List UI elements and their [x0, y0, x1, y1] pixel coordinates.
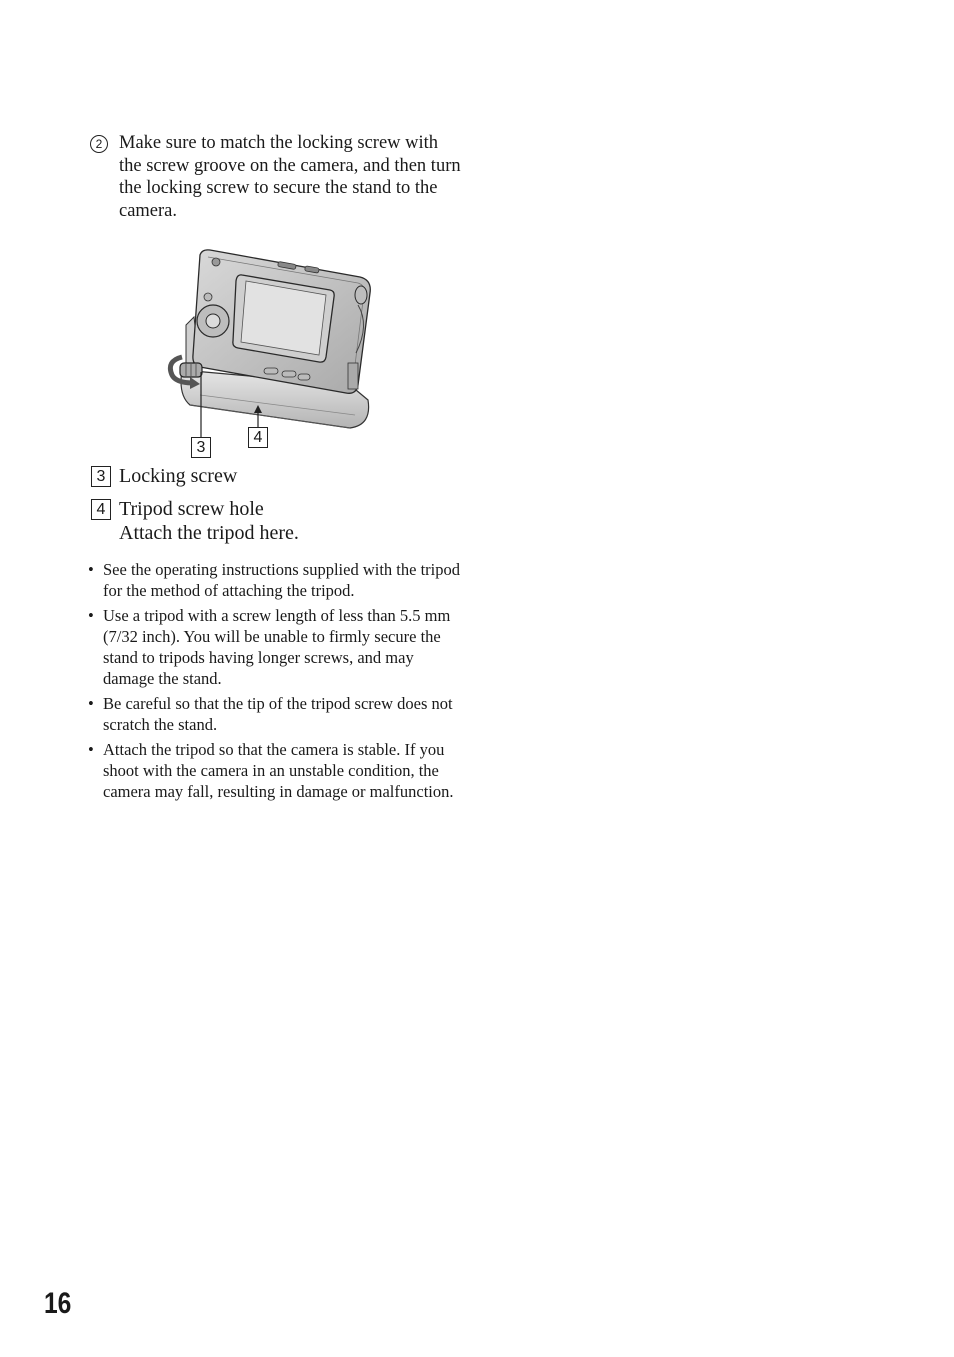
callout-3-label: 3 [191, 437, 211, 458]
callout-4-label: 4 [248, 427, 268, 448]
camera-on-stand-illustration [160, 245, 385, 465]
bullet-icon: • [88, 560, 94, 579]
bullet-icon: • [88, 740, 94, 759]
legend-number-box: 3 [91, 466, 111, 487]
notes-list [88, 559, 460, 806]
step-instruction-text: Make sure to match the locking screw with the screw groove on the camera, and then turn the locking screw to secure the stand to the camera. [119, 133, 461, 221]
note-item [88, 559, 460, 601]
legend-label: Tripod screw hole [119, 498, 264, 520]
legend-label: Locking screw [119, 465, 238, 487]
note-item [88, 693, 460, 735]
camera-stand-drawing [160, 245, 385, 465]
note-text: Attach the tripod so that the camera is stable. If you shoot with the camera in an unstable condition, the camera may fall, resulting in damage or malfunction. [103, 740, 454, 801]
note-item [88, 605, 460, 689]
step-number-badge: 2 [90, 135, 108, 153]
bullet-icon: • [88, 606, 94, 625]
page-number: 16 [44, 1287, 72, 1320]
note-text: Be careful so that the tip of the tripod screw does not scratch the stand. [103, 694, 453, 734]
legend-number-box: 4 [91, 499, 111, 520]
note-item [88, 739, 460, 802]
note-text: See the operating instructions supplied with the tripod for the method of attaching the tripod. [103, 560, 460, 600]
note-text: Use a tripod with a screw length of less than 5.5 mm (7/32 inch). You will be unable to firmly secure the stand to tripods having longer screws, and may damage the stand. [103, 606, 451, 688]
bullet-icon: • [88, 694, 94, 713]
legend-sublabel: Attach the tripod here. [119, 522, 299, 544]
